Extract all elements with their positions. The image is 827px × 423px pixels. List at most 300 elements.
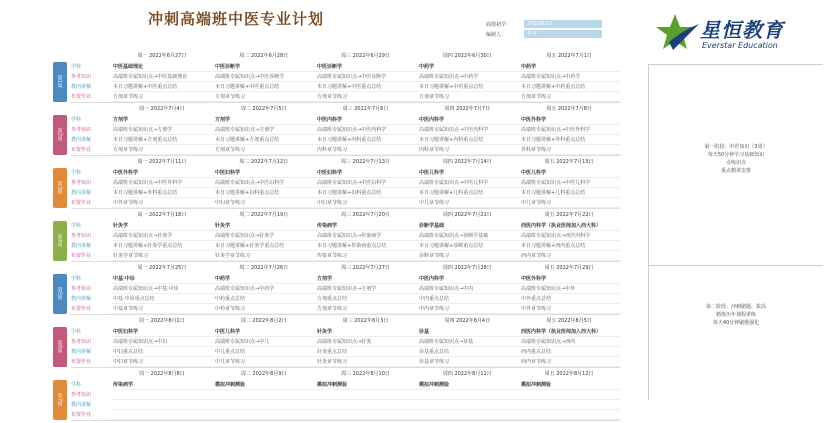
- homework-cell[interactable]: 中外章节练习: [519, 304, 621, 314]
- subject-cell[interactable]: 模拟冲刺测验: [417, 380, 519, 390]
- lecture-cell[interactable]: 针灸重点总结: [315, 347, 417, 357]
- row-label: 教内讲解: [71, 243, 92, 249]
- day-columns: [111, 168, 621, 208]
- reference-cell[interactable]: 高端班专属知识点→中基·中诊: [111, 284, 213, 294]
- lecture-cell[interactable]: 中外重点总结: [519, 294, 621, 304]
- row-label: 学科: [71, 117, 82, 123]
- day-header: 周二 2022年7月12日: [239, 159, 289, 165]
- day-column: [315, 380, 417, 420]
- subject-cell[interactable]: 传染病学: [315, 221, 417, 231]
- subject-cell[interactable]: 中医外科学: [519, 115, 621, 125]
- row-label: 学科: [71, 329, 82, 335]
- homework-cell[interactable]: [417, 410, 519, 420]
- lecture-cell[interactable]: 方剂重点总结: [315, 294, 417, 304]
- subject-cell[interactable]: 中基·中诊: [111, 274, 213, 284]
- lecture-cell[interactable]: 本日习题讲解+外科重点总结: [111, 188, 213, 198]
- subject-cell[interactable]: 中药学: [213, 274, 315, 284]
- day-header: 周五 2022年8月5日: [546, 318, 592, 324]
- subject-cell[interactable]: 中医妇科学: [315, 168, 417, 178]
- reference-cell[interactable]: 高端班专属知识点→方剂学: [111, 125, 213, 135]
- day-header: 周一 2022年7月11日: [137, 159, 187, 165]
- day-column: [417, 380, 519, 420]
- week-band: 第1周: [53, 62, 67, 102]
- day-column: [519, 115, 621, 155]
- reference-cell[interactable]: 高端班专属知识点→方剂学: [213, 125, 315, 135]
- lecture-cell[interactable]: 中妇重点总结: [111, 347, 213, 357]
- day-header: 周三 2022年6月29日: [341, 53, 390, 59]
- week-block: [53, 105, 620, 158]
- phase-2: [649, 303, 823, 327]
- day-header: 周二 2022年6月28日: [239, 53, 289, 59]
- subject-cell[interactable]: 方剂学: [111, 115, 213, 125]
- row-labels: [71, 274, 111, 314]
- day-header: 周一 2022年7月18日: [137, 212, 187, 218]
- row-label: 学科: [71, 170, 82, 176]
- phase-1: [649, 143, 823, 175]
- reference-cell[interactable]: 高端班专属知识点→方剂学: [315, 284, 417, 294]
- row-label: 学科: [71, 223, 82, 229]
- homework-cell[interactable]: 中药章节练习: [213, 304, 315, 314]
- day-column: [111, 115, 213, 155]
- subject-cell[interactable]: 针灸学: [315, 327, 417, 337]
- homework-cell[interactable]: 针灸学章节练习: [213, 251, 315, 261]
- week-block: [53, 158, 620, 211]
- week-day-header: [71, 211, 620, 220]
- row-label: 参考知识: [71, 233, 92, 239]
- day-columns: [111, 115, 621, 155]
- homework-cell[interactable]: [213, 410, 315, 420]
- subject-cell[interactable]: 模拟冲刺测验: [213, 380, 315, 390]
- week-divider: [71, 155, 620, 156]
- day-column: [417, 168, 519, 208]
- homework-cell[interactable]: 诊断章节练习: [417, 251, 519, 261]
- lecture-cell[interactable]: 本日习题讲解+针灸学重点总结: [213, 241, 315, 251]
- week-day-header: [71, 370, 620, 379]
- lecture-cell[interactable]: 西内重点总结: [519, 347, 621, 357]
- subject-cell[interactable]: 中医基础理论: [111, 62, 213, 72]
- reference-cell[interactable]: 高端班专属知识点→诊断学基础: [417, 231, 519, 241]
- homework-cell[interactable]: 方剂章节练习: [111, 145, 213, 155]
- row-labels: [71, 115, 111, 155]
- day-column: [213, 115, 315, 155]
- subject-cell[interactable]: 方剂学: [315, 274, 417, 284]
- day-column: [519, 168, 621, 208]
- day-column: [213, 168, 315, 208]
- day-column: [213, 221, 315, 261]
- subject-cell[interactable]: 中医外科学: [519, 274, 621, 284]
- lecture-cell[interactable]: [315, 400, 417, 410]
- phase-1-line: 点练识点: [725, 160, 746, 166]
- homework-cell[interactable]: 方剂章节练习: [417, 92, 519, 102]
- subject-cell[interactable]: 中医妇科学: [213, 168, 315, 178]
- day-header: 周四 2022年7月14日: [442, 159, 492, 165]
- reference-cell[interactable]: 高端班专属知识点→中外: [519, 284, 621, 294]
- day-header: 周二 2022年7月5日: [240, 106, 287, 112]
- brand-name: 星恒教育: [700, 18, 784, 42]
- day-header: 周五 2022年7月22日: [544, 212, 594, 218]
- day-header: 周二 2022年8月9日: [240, 371, 287, 377]
- day-header: 周一 2022年6月27日: [137, 53, 187, 59]
- day-column: [213, 274, 315, 314]
- lecture-cell[interactable]: 本日习题讲解+西内重点总结: [519, 241, 621, 251]
- lecture-cell[interactable]: 本日习题讲解+中医重点总结: [111, 82, 213, 92]
- row-label: 教内讲解: [71, 402, 92, 408]
- day-header: 周五 2022年7月8日: [546, 106, 592, 112]
- week-divider: [71, 420, 620, 421]
- subject-cell[interactable]: 中药学: [519, 62, 621, 72]
- homework-cell[interactable]: 内科章节练习: [315, 145, 417, 155]
- subject-cell[interactable]: 中医内科学: [417, 274, 519, 284]
- phase-panel: [648, 64, 823, 400]
- reference-cell[interactable]: 高端班专属知识点→西医内科学: [519, 231, 621, 241]
- week-divider: [71, 367, 620, 368]
- day-header: 周三 2022年7月20日: [341, 212, 390, 218]
- owner-label: 编制人：: [486, 31, 507, 38]
- week-band: 第6周: [53, 327, 67, 367]
- row-label: 参考知识: [71, 180, 92, 186]
- subject-cell[interactable]: 中医诊断学: [213, 62, 315, 72]
- row-label: 参考知识: [71, 74, 92, 80]
- day-column: [519, 274, 621, 314]
- day-column: [315, 168, 417, 208]
- homework-cell[interactable]: 中儿章节练习: [213, 357, 315, 367]
- day-column: [315, 62, 417, 102]
- day-columns: [111, 327, 621, 367]
- lecture-cell[interactable]: 本日习题讲解+方剂重点总结: [111, 135, 213, 145]
- homework-cell[interactable]: 中外章节练习: [111, 198, 213, 208]
- star-logo-icon: [655, 12, 701, 58]
- reference-cell[interactable]: 高端班专属知识点→针灸: [315, 337, 417, 347]
- day-header: 周二 2022年7月26日: [239, 265, 289, 271]
- day-columns: [111, 274, 621, 314]
- day-columns: [111, 221, 621, 261]
- lecture-cell[interactable]: 本日习题讲解+中药重点总结: [417, 82, 519, 92]
- week-day-header: [71, 105, 620, 114]
- reference-cell[interactable]: 高端班专属知识点→中儿: [213, 337, 315, 347]
- day-columns: [111, 62, 621, 102]
- day-header: 周一 2022年7月4日: [139, 106, 185, 112]
- day-column: [111, 168, 213, 208]
- brand-logo: [655, 12, 820, 58]
- subject-cell[interactable]: 西医内科学（执业医师加入西大科）: [519, 327, 621, 337]
- lecture-cell[interactable]: 本日习题讲解+外科重点总结: [519, 135, 621, 145]
- lecture-cell[interactable]: 本日习题讲解+妇科重点总结: [315, 188, 417, 198]
- homework-cell[interactable]: 中妇章节练习: [213, 198, 315, 208]
- start-label: 面授初学：: [486, 21, 512, 28]
- reference-cell[interactable]: 高端班专属知识点→西内: [519, 337, 621, 347]
- week-day-header: [71, 317, 620, 326]
- day-header: 周四 2022年6月30日: [442, 53, 492, 59]
- row-label: 布置作业: [71, 200, 92, 206]
- homework-cell[interactable]: 方剂章节练习: [315, 92, 417, 102]
- day-header: 周一 2022年8月1日: [139, 318, 185, 324]
- reference-cell[interactable]: 高端班专属知识点→中药学: [417, 72, 519, 82]
- week-band: 第4周: [53, 221, 67, 261]
- day-column: [315, 221, 417, 261]
- row-label: 学科: [71, 382, 82, 388]
- subject-cell[interactable]: 中药学: [417, 62, 519, 72]
- day-header: 周一 2022年8月8日: [139, 371, 185, 377]
- reference-cell[interactable]: 高端班专属知识点→中医基础理论: [111, 72, 213, 82]
- lecture-cell[interactable]: 本日习题讲解+中药重点总结: [519, 82, 621, 92]
- day-column: [417, 327, 519, 367]
- day-column: [111, 221, 213, 261]
- week-block: [53, 52, 620, 105]
- brand-subtitle: Everstar Education: [702, 41, 778, 50]
- lecture-cell[interactable]: [417, 400, 519, 410]
- subject-cell[interactable]: 西医内科学（执业医师加入西大科）: [519, 221, 621, 231]
- homework-cell[interactable]: 外科章节练习: [519, 145, 621, 155]
- reference-cell[interactable]: 高端班专属知识点→诊基: [417, 337, 519, 347]
- day-column: [111, 327, 213, 367]
- subject-cell[interactable]: 方剂学: [213, 115, 315, 125]
- week-divider: [71, 314, 620, 315]
- week-day-header: [71, 52, 620, 61]
- lecture-cell[interactable]: 中基·中诊重点总结: [111, 294, 213, 304]
- day-column: [417, 115, 519, 155]
- subject-cell[interactable]: 中医儿科学: [417, 168, 519, 178]
- homework-cell[interactable]: 方剂章节练习: [111, 92, 213, 102]
- reference-cell[interactable]: 高端班专属知识点→中医内科学: [315, 125, 417, 135]
- day-header: 周四 2022年8月4日: [444, 318, 491, 324]
- homework-cell[interactable]: 内科章节练习: [417, 145, 519, 155]
- reference-cell[interactable]: [519, 390, 621, 400]
- reference-cell[interactable]: [111, 390, 213, 400]
- homework-cell[interactable]: 传染章节练习: [315, 251, 417, 261]
- reference-cell[interactable]: 高端班专属知识点→中医外科学: [519, 125, 621, 135]
- row-labels: [71, 380, 111, 420]
- phase-2-line: 每天40分钟刷题强化: [712, 320, 760, 326]
- reference-cell[interactable]: 高端班专属知识点→中医儿科学: [519, 178, 621, 188]
- day-column: [111, 380, 213, 420]
- day-column: [417, 221, 519, 261]
- lecture-cell[interactable]: 本日习题讲解+针灸学重点总结: [111, 241, 213, 251]
- day-header: 周五 2022年7月29日: [544, 265, 594, 271]
- subject-cell[interactable]: 诊基: [417, 327, 519, 337]
- day-header: 周五 2022年7月1日: [546, 53, 592, 59]
- reference-cell[interactable]: 高端班专属知识点→中医外科学: [111, 178, 213, 188]
- reference-cell[interactable]: 高端班专属知识点→中医妇科学: [213, 178, 315, 188]
- reference-cell[interactable]: 高端班专属知识点→针灸学: [111, 231, 213, 241]
- week-divider: [71, 102, 620, 103]
- row-labels: [71, 221, 111, 261]
- subject-cell[interactable]: 中医内科学: [417, 115, 519, 125]
- lecture-cell[interactable]: 诊基重点总结: [417, 347, 519, 357]
- lecture-cell[interactable]: 本日习题讲解+诊断重点总结: [417, 241, 519, 251]
- lecture-cell[interactable]: 中儿重点总结: [213, 347, 315, 357]
- row-label: 教内讲解: [71, 137, 92, 143]
- reference-cell[interactable]: 高端班专属知识点→中医诊断学: [315, 72, 417, 82]
- phase-1-line: 每天50分钟学习基础知识: [707, 152, 765, 158]
- day-header: 周四 2022年7月28日: [442, 265, 492, 271]
- day-column: [315, 115, 417, 155]
- day-header: 周二 2022年7月19日: [239, 212, 289, 218]
- reference-cell[interactable]: [315, 390, 417, 400]
- lecture-cell[interactable]: 本日习题讲解+儿科重点总结: [519, 188, 621, 198]
- phase-2-line: 第二阶段：冲刺刷题、拔高: [705, 304, 766, 310]
- meta-block: [486, 19, 602, 39]
- subject-cell[interactable]: 模拟冲刺测验: [315, 380, 417, 390]
- reference-cell[interactable]: 高端班专属知识点→中医诊断学: [213, 72, 315, 82]
- day-header: 周四 2022年7月21日: [442, 212, 492, 218]
- subject-cell[interactable]: 中医内科学: [315, 115, 417, 125]
- day-column: [315, 327, 417, 367]
- homework-cell[interactable]: 中基章节练习: [111, 304, 213, 314]
- day-column: [213, 380, 315, 420]
- row-label: 学科: [71, 64, 82, 70]
- owner-value[interactable]: 教务: [524, 30, 602, 38]
- day-column: [519, 62, 621, 102]
- week-divider: [71, 208, 620, 209]
- lecture-cell[interactable]: 本日习题讲解+内科重点总结: [417, 135, 519, 145]
- subject-cell[interactable]: 中医诊断学: [315, 62, 417, 72]
- day-column: [111, 274, 213, 314]
- day-column: [519, 380, 621, 420]
- phase-divider: [649, 265, 823, 266]
- homework-cell[interactable]: 中儿章节练习: [417, 198, 519, 208]
- lecture-cell[interactable]: [519, 400, 621, 410]
- reference-cell[interactable]: 高端班专属知识点→传染病学: [315, 231, 417, 241]
- lecture-cell[interactable]: 本日习题讲解+中医重点总结: [213, 82, 315, 92]
- row-label: 参考知识: [71, 127, 92, 133]
- subject-cell[interactable]: 中医妇科学: [111, 327, 213, 337]
- subject-cell[interactable]: 中医儿科学: [519, 168, 621, 178]
- row-label: 教内讲解: [71, 349, 92, 355]
- lecture-cell[interactable]: 本日习题讲解+方剂重点总结: [213, 135, 315, 145]
- reference-cell[interactable]: 高端班专属知识点→中医妇科学: [315, 178, 417, 188]
- homework-cell[interactable]: 方剂章节练习: [315, 304, 417, 314]
- row-label: 教内讲解: [71, 296, 92, 302]
- lecture-cell[interactable]: 中药重点总结: [213, 294, 315, 304]
- week-block: [53, 370, 620, 423]
- subject-cell[interactable]: 针灸学: [213, 221, 315, 231]
- reference-cell[interactable]: 高端班专属知识点→中药学: [519, 72, 621, 82]
- lecture-cell[interactable]: [111, 400, 213, 410]
- reference-cell[interactable]: 高端班专属知识点→中药学: [213, 284, 315, 294]
- phase-1-line: 重点精讲安排: [720, 168, 751, 174]
- week-block: [53, 317, 620, 370]
- subject-cell[interactable]: 中医儿科学: [213, 327, 315, 337]
- day-header: 周二 2022年8月2日: [240, 318, 287, 324]
- week-divider: [71, 261, 620, 262]
- homework-cell[interactable]: 针灸章节练习: [315, 357, 417, 367]
- subject-cell[interactable]: 中医外科学: [111, 168, 213, 178]
- row-label: 学科: [71, 276, 82, 282]
- lecture-cell[interactable]: [213, 400, 315, 410]
- homework-cell[interactable]: 方剂章节练习: [213, 145, 315, 155]
- lecture-cell[interactable]: 本日习题讲解+中医重点总结: [315, 82, 417, 92]
- week-band: 第7周: [53, 380, 67, 420]
- page-title: 冲刺高端班中医专业计划: [148, 10, 325, 28]
- row-labels: [71, 168, 111, 208]
- homework-cell[interactable]: 方剂章节练习: [213, 92, 315, 102]
- homework-cell[interactable]: 西内章节练习: [519, 251, 621, 261]
- homework-cell[interactable]: 中妇章节练习: [111, 357, 213, 367]
- lecture-cell[interactable]: 本日习题讲解+传染病重点总结: [315, 241, 417, 251]
- day-column: [417, 274, 519, 314]
- week-day-header: [71, 264, 620, 273]
- phase-1-line: 第一阶段：中医知识（3周）: [704, 144, 768, 150]
- row-label: 布置作业: [71, 253, 92, 259]
- schedule-grid: [53, 52, 620, 423]
- day-header: 周三 2022年8月10日: [341, 371, 390, 377]
- day-column: [519, 221, 621, 261]
- row-label: 教内讲解: [71, 190, 92, 196]
- day-header: 周四 2022年8月11日: [442, 371, 492, 377]
- day-column: [519, 327, 621, 367]
- week-block: [53, 211, 620, 264]
- day-header: 周四 2022年7月7日: [444, 106, 491, 112]
- row-label: 参考知识: [71, 392, 92, 398]
- start-value[interactable]: 2022/6/27: [524, 20, 602, 28]
- day-column: [417, 62, 519, 102]
- subject-cell[interactable]: 传染病学: [111, 380, 213, 390]
- homework-cell[interactable]: 诊基章节练习: [417, 357, 519, 367]
- week-block: [53, 264, 620, 317]
- reference-cell[interactable]: 高端班专属知识点→针灸学: [213, 231, 315, 241]
- row-labels: [71, 327, 111, 367]
- subject-cell[interactable]: 针灸学: [111, 221, 213, 231]
- day-column: [213, 62, 315, 102]
- reference-cell[interactable]: 高端班专属知识点→中内: [417, 284, 519, 294]
- row-labels: [71, 62, 111, 102]
- phase-2-line: 精炼历年课程讲练: [715, 312, 756, 318]
- homework-cell[interactable]: 中内章节练习: [417, 304, 519, 314]
- day-column: [111, 62, 213, 102]
- day-header: 周一 2022年7月25日: [137, 265, 187, 271]
- homework-cell[interactable]: 针灸学章节练习: [111, 251, 213, 261]
- week-day-header: [71, 158, 620, 167]
- reference-cell[interactable]: 高端班专属知识点→中医儿科学: [417, 178, 519, 188]
- homework-cell[interactable]: 中妇章节练习: [315, 198, 417, 208]
- lecture-cell[interactable]: 本日习题讲解+内科重点总结: [315, 135, 417, 145]
- week-band: 第2周: [53, 115, 67, 155]
- row-label: 布置作业: [71, 147, 92, 153]
- row-label: 布置作业: [71, 306, 92, 312]
- reference-cell[interactable]: 高端班专属知识点→中医内科学: [417, 125, 519, 135]
- homework-cell[interactable]: [519, 410, 621, 420]
- row-label: 布置作业: [71, 359, 92, 365]
- reference-cell[interactable]: [213, 390, 315, 400]
- homework-cell[interactable]: 中儿章节练习: [519, 198, 621, 208]
- day-header: 周三 2022年7月6日: [342, 106, 389, 112]
- day-column: [213, 327, 315, 367]
- subject-cell[interactable]: 诊断学基础: [417, 221, 519, 231]
- subject-cell[interactable]: 模拟冲刺测验: [519, 380, 621, 390]
- day-header: 周三 2022年7月13日: [341, 159, 390, 165]
- reference-cell[interactable]: [417, 390, 519, 400]
- day-columns: [111, 380, 621, 420]
- day-header: 周三 2022年8月3日: [342, 318, 389, 324]
- homework-cell[interactable]: [315, 410, 417, 420]
- lecture-cell[interactable]: 本日习题讲解+妇科重点总结: [213, 188, 315, 198]
- row-label: 布置作业: [71, 412, 92, 418]
- day-header: 周五 2022年7月15日: [544, 159, 594, 165]
- homework-cell[interactable]: 西内章节练习: [519, 357, 621, 367]
- reference-cell[interactable]: 高端班专属知识点→中妇: [111, 337, 213, 347]
- lecture-cell[interactable]: 中内重点总结: [417, 294, 519, 304]
- lecture-cell[interactable]: 本日习题讲解+儿科重点总结: [417, 188, 519, 198]
- week-band: 第5周: [53, 274, 67, 314]
- week-band: 第3周: [53, 168, 67, 208]
- homework-cell[interactable]: 方剂章节练习: [519, 92, 621, 102]
- row-label: 参考知识: [71, 286, 92, 292]
- day-header: 周三 2022年7月27日: [341, 265, 390, 271]
- day-header: 周五 2022年8月12日: [544, 371, 594, 377]
- homework-cell[interactable]: [111, 410, 213, 420]
- row-label: 教内讲解: [71, 84, 92, 90]
- day-column: [315, 274, 417, 314]
